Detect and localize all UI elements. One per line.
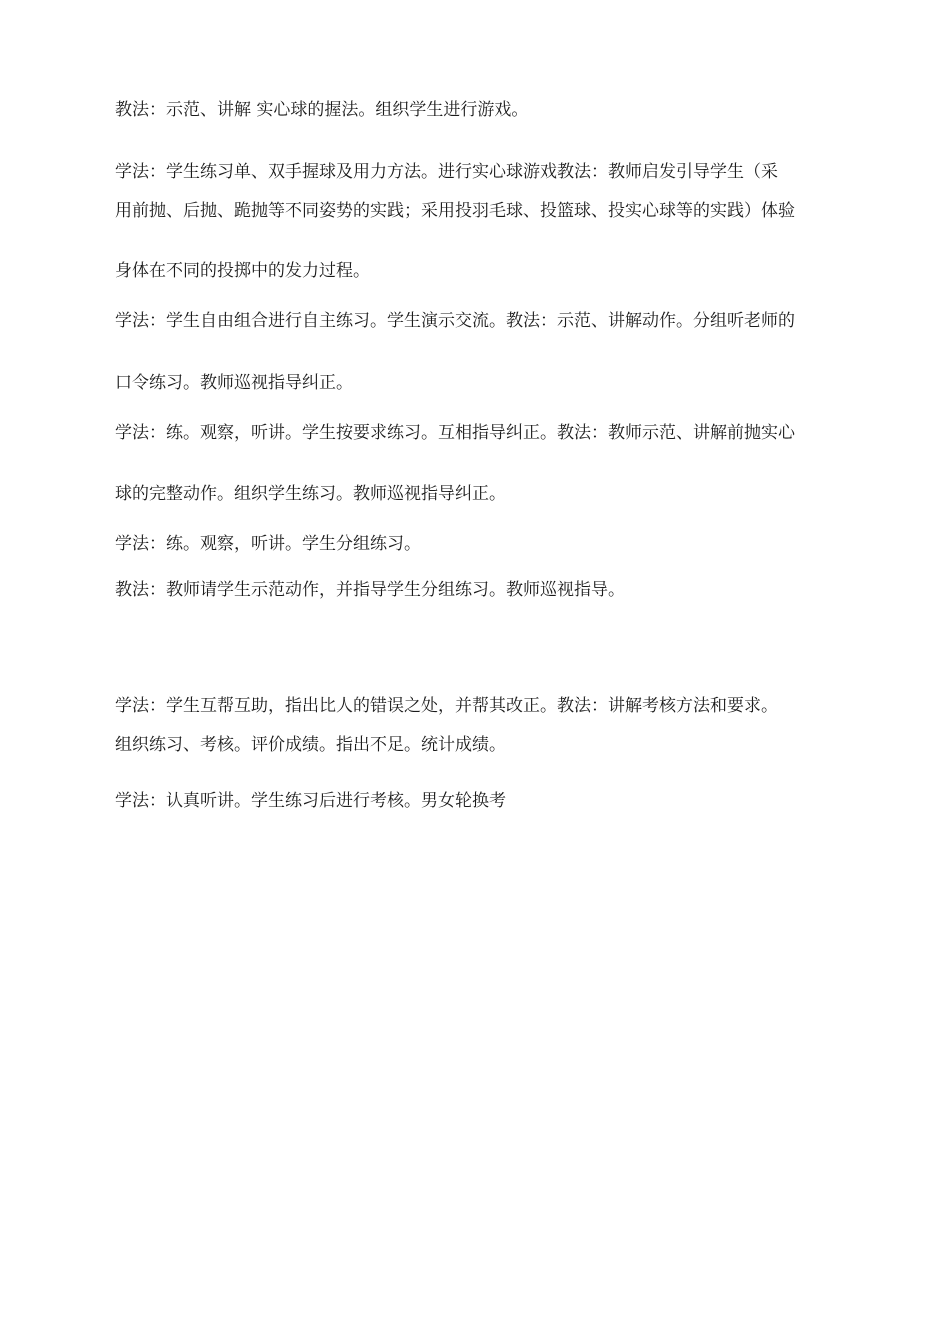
text-line-7: 学法：练。观察，听讲。学生按要求练习。互相指导纠正。教法：教师示范、讲解前抛实心: [115, 423, 795, 443]
text-line-3: 用前抛、后抛、跪抛等不同姿势的实践；采用投羽毛球、投篮球、投实心球等的实践）体验: [115, 201, 795, 221]
text-line-13: 学法：认真听讲。学生练习后进行考核。男女轮换考: [115, 791, 506, 811]
text-line-6: 口令练习。教师巡视指导纠正。: [115, 373, 353, 393]
text-line-5: 学法：学生自由组合进行自主练习。学生演示交流。教法：示范、讲解动作。分组听老师的: [115, 311, 795, 331]
text-line-10: 教法：教师请学生示范动作，并指导学生分组练习。教师巡视指导。: [115, 580, 625, 600]
text-line-1: 教法：示范、讲解 实心球的握法。组织学生进行游戏。: [115, 100, 529, 120]
text-line-2: 学法：学生练习单、双手握球及用力方法。进行实心球游戏教法：教师启发引导学生（采: [115, 162, 778, 182]
text-line-9: 学法：练。观察，听讲。学生分组练习。: [115, 534, 421, 554]
text-line-11: 学法：学生互帮互助，指出比人的错误之处，并帮其改正。教法：讲解考核方法和要求。: [115, 696, 778, 716]
text-line-12: 组织练习、考核。评价成绩。指出不足。统计成绩。: [115, 735, 506, 755]
text-line-8: 球的完整动作。组织学生练习。教师巡视指导纠正。: [115, 484, 506, 504]
text-line-4: 身体在不同的投掷中的发力过程。: [115, 261, 370, 281]
